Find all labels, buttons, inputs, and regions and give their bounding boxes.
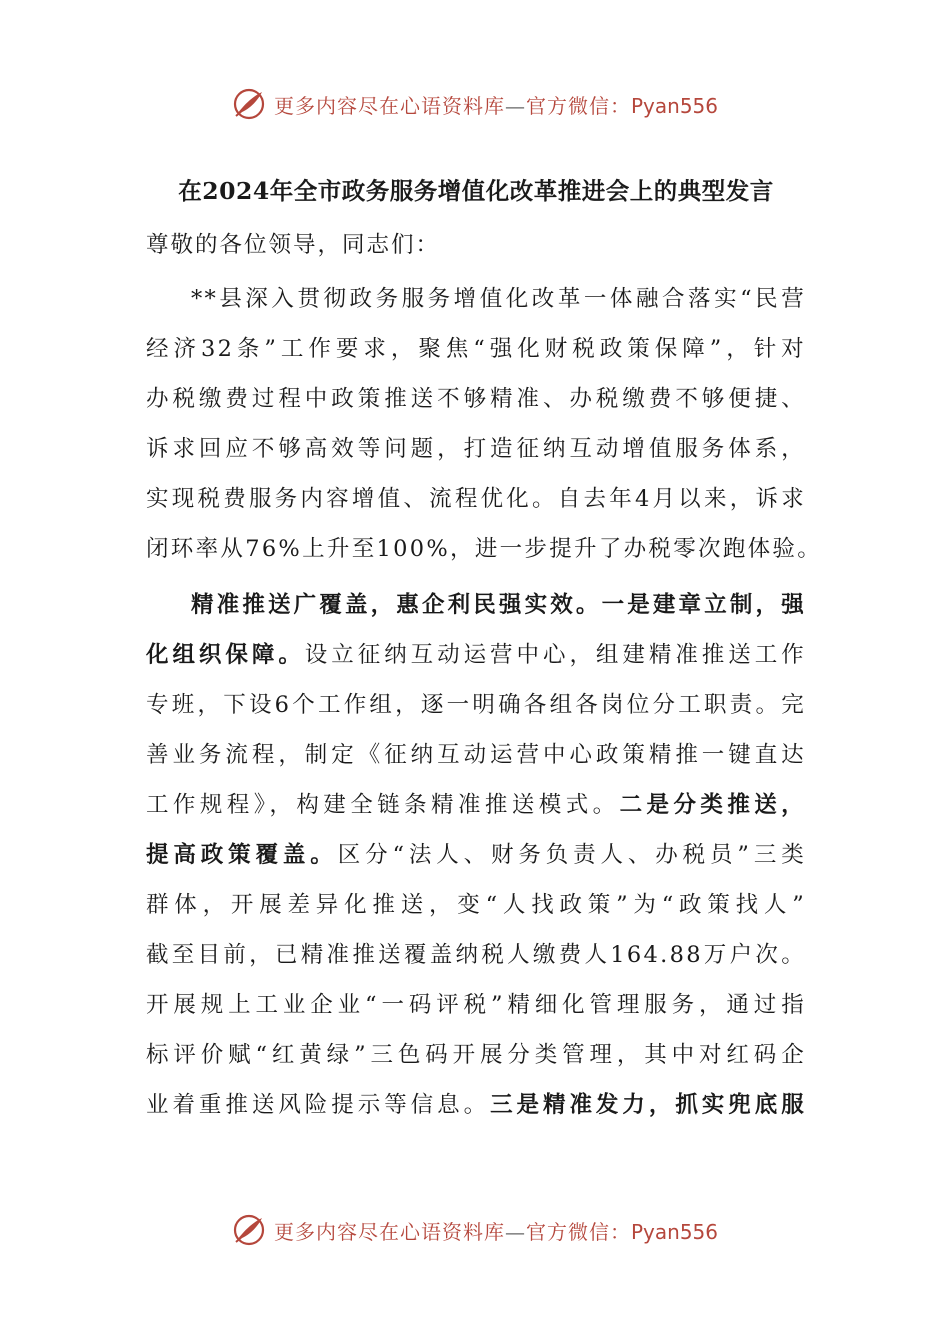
header-banner — [0, 84, 950, 124]
paragraph-line: 诉求回应不够高效等问题，打造征纳互动增值服务体系， — [146, 436, 806, 462]
bold-heading: 精准推送广覆盖，惠企利民强实效。一是建章立制，强 — [191, 592, 806, 618]
bold-heading: 二是分类推送， — [619, 792, 806, 818]
salutation: 尊敬的各位领导，同志们： — [146, 232, 441, 258]
paragraph-line: 开展规上工业企业“一码评税”精细化管理服务，通过指 — [146, 992, 806, 1018]
paragraph-line: 截至目前，已精准推送覆盖纳税人缴费人164.88万户次。 — [146, 942, 806, 968]
paragraph-line: 闭环率从76%上升至100%，进一步提升了办税零次跑体验。 — [146, 536, 823, 562]
banner-text: 更多内容尽在心语资料库—官方微信：Pyan556 — [273, 93, 718, 118]
quill-pen-logo-icon — [232, 87, 266, 121]
paragraph-line — [146, 580, 806, 630]
paragraph-line: 专班，下设6个工作组，逐一明确各组各岗位分工职责。完 — [146, 692, 806, 718]
paragraph-line: 标评价赋“红黄绿”三色码开展分类管理，其中对红码企 — [146, 1042, 806, 1068]
paragraph-line: 善业务流程，制定《征纳互动运营中心政策精推一键直达 — [146, 742, 806, 768]
bold-heading: 提高政策覆盖。 — [146, 842, 338, 868]
banner-text: 更多内容尽在心语资料库—官方微信：Pyan556 — [273, 1219, 718, 1244]
bold-heading: 化组织保障。 — [146, 642, 305, 668]
document-body — [146, 172, 823, 1130]
paragraph-line: 群体，开展差异化推送，变“人找政策”为“政策找人” — [146, 892, 806, 918]
document-title: 在2024年全市政务服务增值化改革推进会上的典型发言 — [178, 177, 774, 205]
paragraph-line: 业着重推送风险提示等信息。三是精准发力，抓实兜底服 — [146, 1092, 806, 1118]
paragraph-line: 经济32条”工作要求，聚焦“强化财税政策保障”，针对 — [146, 336, 806, 362]
quill-pen-logo-icon — [232, 1213, 266, 1247]
paragraph-line: 工作规程》，构建全链条精准推送模式。二是分类推送， — [146, 792, 806, 818]
paragraph-intro — [146, 274, 823, 574]
bold-heading: 三是精准发力，抓实兜底服 — [490, 1092, 806, 1118]
paragraph-line: 化组织保障。设立征纳互动运营中心，组建精准推送工作 — [146, 642, 806, 668]
paragraph-line: 提高政策覆盖。区分“法人、财务负责人、办税员”三类 — [146, 842, 806, 868]
paragraph-precise-push — [146, 580, 806, 1130]
paragraph-line: 实现税费服务内容增值、流程优化。自去年4月以来，诉求 — [146, 486, 806, 512]
paragraph-line: **县深入贯彻政务服务增值化改革一体融合落实“民营 — [191, 286, 806, 312]
footer-banner — [0, 1210, 950, 1250]
paragraph-line: 办税缴费过程中政策推送不够精准、办税缴费不够便捷、 — [146, 386, 806, 412]
